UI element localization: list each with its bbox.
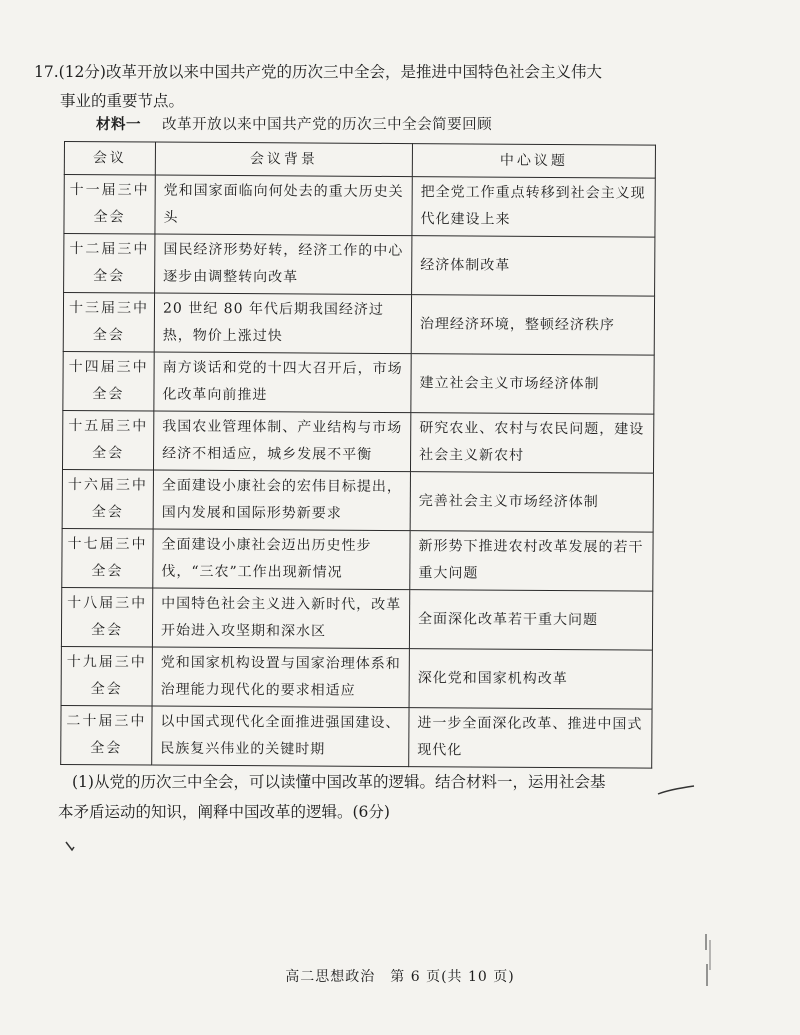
header-topic: 中心议题	[412, 144, 655, 178]
question-stem	[34, 58, 674, 116]
meeting-cell: 二十届三中全会	[61, 705, 152, 765]
topic-cell: 进一步全面深化改革、推进中国式现代化	[409, 708, 652, 768]
background-cell: 党和国家机构设置与国家治理体系和治理能力现代化的要求相适应	[152, 647, 409, 708]
subquestion-line-1: (1)从党的历次三中全会，可以读懂中国改革的逻辑。结合材料一，运用社会基	[72, 773, 606, 791]
topic-cell: 经济体制改革	[412, 236, 655, 296]
meeting-cell: 十七届三中全会	[62, 528, 153, 588]
background-cell: 中国特色社会主义进入新时代，改革开始进入攻坚期和深水区	[152, 588, 409, 649]
meeting-cell: 十五届三中全会	[62, 410, 153, 470]
question-stem-line-2: 事业的重要节点。	[60, 92, 185, 110]
background-cell: 以中国式现代化全面推进强国建设、民族复兴伟业的关键时期	[152, 706, 409, 767]
question-stem-line-1: 17.(12分)改革开放以来中国共产党的历次三中全会，是推进中国特色社会主义伟大	[34, 63, 602, 81]
topic-cell: 新形势下推进农村改革发展的若干重大问题	[410, 531, 653, 591]
subquestion-line-2: 本矛盾运动的知识，阐释中国改革的逻辑。(6分)	[58, 803, 390, 821]
meeting-cell: 十三届三中全会	[63, 293, 154, 353]
table-row	[64, 175, 655, 238]
header-background: 会议背景	[155, 142, 412, 177]
background-cell: 南方谈话和党的十四大召开后，市场化改革向前推进	[154, 352, 411, 413]
meeting-cell: 十二届三中全会	[64, 234, 155, 294]
background-cell: 20 世纪 80 年代后期我国经济过热，物价上涨过快	[154, 293, 411, 354]
table-row	[63, 293, 654, 356]
topic-cell: 完善社会主义市场经济体制	[410, 472, 653, 532]
topic-cell: 治理经济环境，整顿经济秩序	[411, 295, 654, 355]
background-cell: 全面建设小康社会的宏伟目标提出，国内发展和国际形势新要求	[153, 470, 410, 531]
table-row	[62, 528, 653, 591]
topic-cell: 研究农业、农村与农民问题，建设社会主义新农村	[410, 413, 653, 473]
pen-annotation-icon	[656, 780, 696, 800]
table-row	[62, 469, 653, 532]
background-cell: 我国农业管理体制、产业结构与市场经济不相适应，城乡发展不平衡	[153, 411, 410, 472]
pen-tick-icon	[64, 838, 80, 854]
table-row	[64, 234, 655, 297]
topic-cell: 深化党和国家机构改革	[409, 649, 652, 709]
topic-cell: 建立社会主义市场经济体制	[411, 354, 654, 414]
topic-cell: 把全党工作重点转移到社会主义现代化建设上来	[412, 177, 655, 237]
plenary-sessions-table	[60, 141, 656, 769]
meeting-cell: 十四届三中全会	[63, 351, 154, 411]
table-row	[63, 351, 654, 414]
meeting-cell: 十八届三中全会	[61, 587, 152, 647]
page-footer: 高二思想政治 第 6 页(共 10 页)	[285, 969, 515, 985]
table-row	[61, 587, 652, 650]
table-row	[61, 705, 652, 768]
meeting-cell: 十一届三中全会	[64, 175, 155, 235]
table-row	[61, 646, 652, 709]
subquestion-1	[58, 767, 678, 827]
material-label: 材料一	[96, 116, 141, 133]
meeting-cell: 十六届三中全会	[62, 469, 153, 529]
background-cell: 党和国家面临向何处去的重大历史关头	[155, 175, 412, 236]
background-cell: 国民经济形势好转，经济工作的中心逐步由调整转向改革	[155, 234, 412, 295]
meeting-cell: 十九届三中全会	[61, 646, 152, 706]
background-cell: 全面建设小康社会迈出历史性步伐，“三农”工作出现新情况	[153, 529, 410, 590]
material-title	[96, 113, 492, 134]
table-header-row	[64, 142, 655, 179]
table-row	[62, 410, 653, 473]
topic-cell: 全面深化改革若干重大问题	[409, 590, 652, 650]
header-meeting: 会议	[64, 142, 155, 176]
material-caption: 改革开放以来中国共产党的历次三中全会简要回顾	[162, 117, 493, 133]
